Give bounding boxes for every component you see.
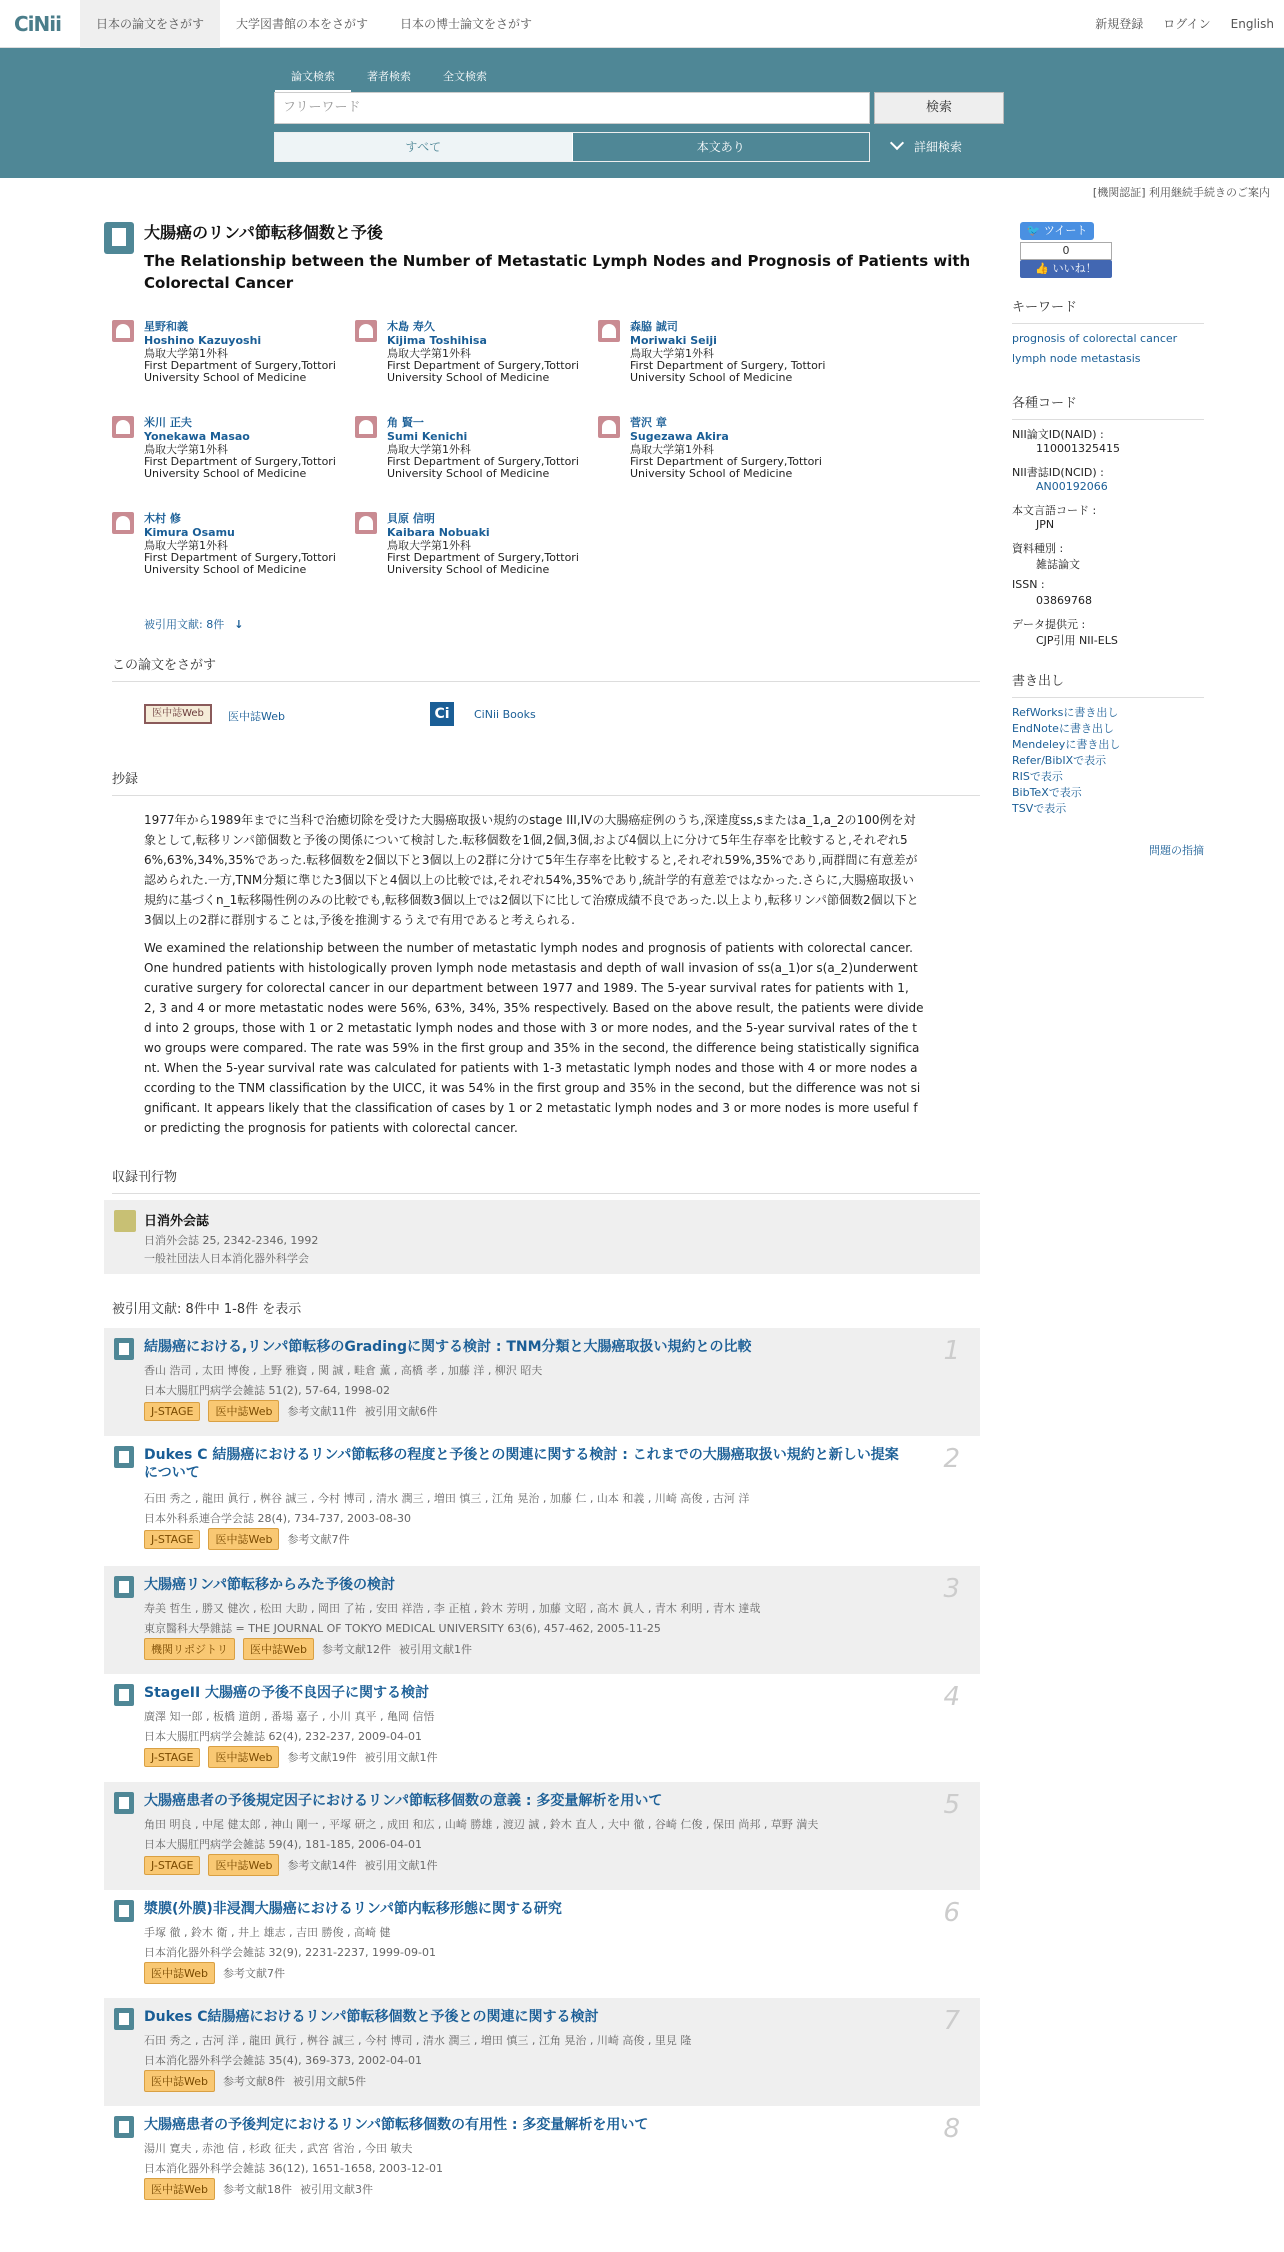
ichushi-tag[interactable]: 医中誌Web <box>208 1528 279 1550</box>
jstage-tag[interactable]: J-STAGE <box>144 1856 200 1875</box>
ichushi-tag[interactable]: 医中誌Web <box>208 1746 279 1768</box>
filter-all[interactable]: すべて <box>275 133 572 161</box>
ref-count: 参考文献18件 <box>222 2183 292 2196</box>
author-icon <box>598 416 620 438</box>
ref-tags <box>144 1400 445 1422</box>
institution-notice-link[interactable]: [機関認証] 利用継続手続きのご案内 <box>1092 186 1270 199</box>
ref-source: 日本消化器外科学会雑誌 36(12), 1651-1658, 2003-12-01 <box>144 2162 443 2175</box>
like-label: いいね！ <box>1052 262 1097 275</box>
thumbs-up-icon: 👍 <box>1035 262 1050 275</box>
author-name[interactable] <box>144 512 235 540</box>
affiliation-en-2: University School of Medicine <box>144 563 307 576</box>
list-item <box>104 1328 980 1436</box>
ref-number: 6 <box>943 1898 960 1928</box>
code-value: JPN <box>1036 518 1055 531</box>
ref-source: 日本大腸肛門病学会雑誌 62(4), 232-237, 2009-04-01 <box>144 1730 422 1743</box>
document-icon <box>104 222 134 254</box>
code-label: 本文言語コード : <box>1012 504 1097 517</box>
author-affiliation <box>144 348 354 384</box>
author-affiliation <box>630 444 840 480</box>
journal-icon <box>114 1210 136 1232</box>
author-name-ja[interactable]: 木島 寿久 <box>387 320 435 333</box>
ref-source: 東京醫科大學雜誌 = THE JOURNAL OF TOKYO MEDICAL UNIVERSITY 63(6), 457-462, 2005-11-25 <box>144 1622 661 1635</box>
ichushi-tag[interactable]: 医中誌Web <box>144 1962 215 1984</box>
author-affiliation <box>387 540 597 576</box>
affiliation-en: First Department of Surgery, Tottori <box>630 359 826 372</box>
journal-heading: 収録刊行物 <box>112 1166 980 1194</box>
code-label: NII論文ID(NAID) : <box>1012 428 1104 441</box>
login-link[interactable]: ログイン <box>1163 17 1211 31</box>
tab-books[interactable]: 大学図書館の本をさがす <box>236 16 369 31</box>
author-icon <box>598 320 620 342</box>
export-ris[interactable]: RISで表示 <box>1012 770 1063 783</box>
jstage-tag[interactable]: J-STAGE <box>144 1402 200 1421</box>
affiliation-en: First Department of Surgery,Tottori <box>144 455 336 468</box>
ref-title[interactable]: 大腸癌リンパ節転移からみた予後の検討 <box>144 1577 396 1593</box>
cinii-books-icon[interactable]: Ci <box>430 702 454 726</box>
author-name[interactable] <box>387 512 490 540</box>
tab-dissertations[interactable]: 日本の博士論文をさがす <box>400 16 533 31</box>
document-icon <box>114 2008 134 2030</box>
codes-heading: 各種コード <box>1012 392 1204 420</box>
ref-number: 3 <box>943 1574 960 1604</box>
author-name-en[interactable]: Kaibara Nobuaki <box>387 526 490 539</box>
export-endnote[interactable]: EndNoteに書き出し <box>1012 722 1114 735</box>
author-icon <box>355 416 377 438</box>
tweet-label: ツイート <box>1043 224 1088 237</box>
affiliation-ja: 鳥取大学第1外科 <box>144 347 228 360</box>
code-value: 03869768 <box>1036 594 1092 607</box>
title-japanese: 大腸癌のリンパ節転移個数と予後 <box>144 223 383 242</box>
affiliation-ja: 鳥取大学第1外科 <box>144 539 228 552</box>
journal-publisher: 一般社団法人日本消化器外科学会 <box>144 1252 309 1265</box>
author-name-ja[interactable]: 木村 修 <box>144 512 181 525</box>
ref-count: 参考文献8件 <box>222 2075 285 2088</box>
journal-title[interactable]: 日消外会誌 <box>144 1214 210 1229</box>
ref-count: 参考文献19件 <box>287 1751 357 1764</box>
author-name-ja[interactable]: 角 賢一 <box>387 416 424 429</box>
report-problem-link[interactable]: 問題の指摘 <box>1149 844 1204 857</box>
affiliation-en: First Department of Surgery,Tottori <box>387 455 579 468</box>
repository-tag[interactable]: 機関リポジトリ <box>144 1638 235 1660</box>
affiliation-en: First Department of Surgery,Tottori <box>387 359 579 372</box>
ref-authors: 廣澤 知一郎 , 板橋 道朗 , 番場 嘉子 , 小川 真平 , 亀岡 信悟 <box>144 1710 435 1723</box>
search-tab-author[interactable]: 著者検索 <box>367 70 411 83</box>
ref-title[interactable]: 大腸癌患者の予後判定におけるリンパ節転移個数の有用性 : 多変量解析を用いて <box>144 2117 649 2133</box>
ref-count: 参考文献12件 <box>321 1643 391 1656</box>
author-affiliation <box>144 444 354 480</box>
filter-fulltext[interactable]: 本文あり <box>572 133 870 161</box>
ichushi-tag[interactable]: 医中誌Web <box>243 1638 314 1660</box>
ichushi-tag[interactable]: 医中誌Web <box>208 1400 279 1422</box>
ref-tags <box>144 1854 445 1876</box>
document-icon <box>114 2116 134 2138</box>
author-name-en[interactable]: Sumi Kenichi <box>387 430 468 443</box>
refs-heading: 被引用文献: 8件中 1-8件 を表示 <box>112 1302 302 1317</box>
ref-number: 7 <box>943 2006 960 2036</box>
author-icon <box>112 320 134 342</box>
like-count: 0 <box>1020 242 1112 260</box>
search-button[interactable]: 検索 <box>874 92 1004 124</box>
list-item <box>104 1782 980 1890</box>
ref-number: 2 <box>943 1444 960 1474</box>
like-button[interactable] <box>1020 260 1112 278</box>
ref-count: 参考文献7件 <box>222 1967 285 1980</box>
author-name[interactable] <box>387 416 467 444</box>
search-panel <box>0 48 1284 178</box>
author-name-en[interactable]: Sugezawa Akira <box>630 430 729 443</box>
fulltext-filter <box>274 132 870 162</box>
affiliation-ja: 鳥取大学第1外科 <box>630 443 714 456</box>
ref-title[interactable]: 漿膜(外膜)非浸潤大腸癌におけるリンパ節内転移形態に関する研究 <box>144 1901 562 1917</box>
ref-count: 参考文献11件 <box>287 1405 357 1418</box>
author-name[interactable] <box>144 416 250 444</box>
ref-number: 1 <box>943 1336 960 1366</box>
tweet-button[interactable] <box>1020 222 1094 240</box>
ref-source: 日本大腸肛門病学会雑誌 59(4), 181-185, 2006-04-01 <box>144 1838 422 1851</box>
author-icon <box>355 512 377 534</box>
ref-tags <box>144 2070 374 2092</box>
ref-title[interactable]: StageII 大腸癌の予後不良因子に関する検討 <box>144 1685 430 1701</box>
advanced-search-toggle[interactable] <box>892 138 962 155</box>
affiliation-en-2: University School of Medicine <box>387 371 550 384</box>
ref-authors: 湯川 寛夫 , 赤池 信 , 杉政 征夫 , 武宮 省治 , 今田 敏夫 <box>144 2142 413 2155</box>
ref-count: 参考文献14件 <box>287 1859 357 1872</box>
ref-authors: 石田 秀之 , 古河 洋 , 龍田 眞行 , 桝谷 誠三 , 今村 博司 , 清水 潤三 , 増田 慎三 , 江角 晃治 , 川崎 高俊 , 里見 隆 <box>144 2034 692 2047</box>
document-icon <box>114 1792 134 1814</box>
author-name[interactable] <box>630 416 729 444</box>
ref-tags <box>144 1962 293 1984</box>
ref-source: 日本消化器外科学会雑誌 32(9), 2231-2237, 1999-09-01 <box>144 1946 436 1959</box>
affiliation-en: First Department of Surgery,Tottori <box>630 455 822 468</box>
author-name-en[interactable]: Moriwaki Seiji <box>630 334 717 347</box>
journal-info: 日消外会誌 25, 2342-2346, 1992 <box>144 1234 319 1247</box>
affiliation-en-2: University School of Medicine <box>387 563 550 576</box>
ref-tags <box>144 1528 357 1550</box>
ref-authors: 手塚 徹 , 鈴木 衛 , 井上 雄志 , 吉田 勝俊 , 高崎 健 <box>144 1926 391 1939</box>
abstract-heading: 抄録 <box>112 768 980 796</box>
export-mendeley[interactable]: Mendeleyに書き出し <box>1012 738 1121 751</box>
nav-tabs <box>80 0 548 48</box>
ichushi-tag[interactable]: 医中誌Web <box>208 1854 279 1876</box>
ref-number: 4 <box>943 1682 960 1712</box>
ref-title[interactable]: Dukes C 結腸癌におけるリンパ節転移の程度と予後との関連に関する検討 : これまでの大腸癌取扱い規約と新しい提案について <box>144 1447 899 1481</box>
document-icon <box>114 1684 134 1706</box>
ref-authors: 寿美 哲生 , 勝又 健次 , 松田 大助 , 岡田 了祐 , 安田 祥浩 , 李 正植 , 鈴木 芳明 , 加藤 文昭 , 高木 眞人 , 青木 利明 , 青木 達哉 <box>144 1602 761 1615</box>
author-affiliation <box>630 348 840 384</box>
code-label: ISSN : <box>1012 578 1045 591</box>
author-name[interactable] <box>387 320 487 348</box>
list-item <box>104 2106 980 2214</box>
author-affiliation <box>387 444 597 480</box>
list-item <box>104 1998 980 2106</box>
affiliation-en: First Department of Surgery,Tottori <box>144 359 336 372</box>
jstage-tag[interactable]: J-STAGE <box>144 1748 200 1767</box>
export-refworks[interactable]: RefWorksに書き出し <box>1012 706 1119 719</box>
affiliation-en: First Department of Surgery,Tottori <box>387 551 579 564</box>
document-icon <box>114 1338 134 1360</box>
author-icon <box>355 320 377 342</box>
document-icon <box>114 1576 134 1598</box>
keyword-link[interactable]: lymph node metastasis <box>1012 352 1141 365</box>
code-label: NII書誌ID(NCID) : <box>1012 466 1104 479</box>
jstage-tag[interactable]: J-STAGE <box>144 1530 200 1549</box>
code-value-link[interactable] <box>1036 480 1108 493</box>
tab-papers[interactable]: 日本の論文をさがす <box>80 0 220 48</box>
affiliation-en-2: University School of Medicine <box>144 467 307 480</box>
document-icon <box>114 1900 134 1922</box>
list-item <box>104 1566 980 1674</box>
list-item <box>104 1436 980 1566</box>
top-nav <box>0 0 1284 48</box>
affiliation-en: First Department of Surgery,Tottori <box>144 551 336 564</box>
twitter-icon: 🐦 <box>1026 224 1041 237</box>
export-refer[interactable]: Refer/BibIXで表示 <box>1012 754 1107 767</box>
code-value: 110001325415 <box>1036 442 1120 455</box>
search-input[interactable]: フリーワード <box>274 92 870 124</box>
affiliation-en-2: University School of Medicine <box>144 371 307 384</box>
ref-authors: 石田 秀之 , 龍田 眞行 , 桝谷 誠三 , 今村 博司 , 清水 潤三 , 増田 慎三 , 江角 晃治 , 加藤 仁 , 山本 和義 , 川崎 高俊 , 古河 洋 <box>144 1492 750 1505</box>
ichushi-logo-icon[interactable]: 医中誌Web <box>144 704 212 724</box>
export-heading: 書き出し <box>1012 670 1204 698</box>
keyword-link[interactable]: prognosis of colorectal cancer <box>1012 332 1178 345</box>
author-name-en[interactable]: Yonekawa Masao <box>144 430 250 443</box>
abstract-english: We examined the relationship between the number of metastatic lymph nodes and prognosis of patients with colorectal cancer. One hundred patients with histologically proven lymph node metastasis and depth of wall invasion of ss(a_1)or s(a_2)underwent curative surgery for colorectal cancer in our department between 1977 and 1989. The 5-year survival rates for patients with 1, 2, 3 and 4 or more metastatic nodes were 56%, 63%, 34%, 35% respectively. Based on the above result, the patients were divided into 2 groups, those with 1 or 2 metastatic lymph nodes and those with 3 or more nodes, and the 5-year survival rates of the two groups were compared. The rate was 59% in the first group and 35% in the second, the difference being statistically significant. When the 5-year survival rate was calculated for patients with 1-3 metastatic lymph nodes and those with 4 or more nodes according to the TNM classification by the UICC, it was 54% in the first group and 35% in the second, but the difference was not significant. It appears likely that the classification of cases by 1 or 2 metastatic lymph nodes and 3 or more nodes is more useful for predicting the prognosis for patients with colorectal cancer. <box>144 941 924 1135</box>
affiliation-ja: 鳥取大学第1外科 <box>387 443 471 456</box>
cited-count: 被引用文献3件 <box>299 2183 373 2196</box>
ref-tags <box>144 1638 480 1660</box>
ref-tags <box>144 2178 381 2200</box>
cited-by-label: 被引用文献: 8件 <box>144 618 225 631</box>
ref-source: 日本大腸肛門病学会雑誌 51(2), 57-64, 1998-02 <box>144 1384 390 1397</box>
cited-by-link[interactable] <box>144 616 243 632</box>
search-tab-article[interactable]: 論文検索 <box>275 62 351 92</box>
cinii-books-link[interactable]: CiNii Books <box>474 708 536 721</box>
account-nav <box>1075 0 1274 48</box>
export-tsv[interactable]: TSVで表示 <box>1012 802 1067 815</box>
code-value: CJP引用 NII-ELS <box>1036 634 1118 647</box>
ref-number: 5 <box>943 1790 960 1820</box>
author-name-en[interactable]: Kijima Toshihisa <box>387 334 487 347</box>
search-tab-fulltext[interactable]: 全文検索 <box>443 70 487 83</box>
keywords-heading: キーワード <box>1012 296 1204 324</box>
author-name-ja[interactable]: 菅沢 章 <box>630 416 667 429</box>
journal-box <box>104 1200 980 1274</box>
find-section-heading: この論文をさがす <box>112 654 980 682</box>
author-name-en[interactable]: Kimura Osamu <box>144 526 235 539</box>
author-name-en[interactable]: Hoshino Kazuyoshi <box>144 334 262 347</box>
author-name[interactable] <box>144 320 261 348</box>
register-link[interactable]: 新規登録 <box>1095 17 1144 31</box>
abstract-japanese: 1977年から1989年までに当科で治癒切除を受けた大腸癌取扱い規約のstage III,IVの大腸癌症例のうち,深達度ss,sまたはa_1,a_2の100例を対象として,転移リンパ節個数と予後の関係について検討した.転移個数を1個,2個,3個,および4個以上に分けて5年生存率を比較すると,それぞれ56%,63%,34%,35%であった.転移個数を2個以下と3個以上の2群に分けて5年生存率を比較すると,それぞれ59%,35%であり,両群間に有意差が認められた.一方,TNM分類に準じた3個以下と4個以上の比較では,それぞれ54%,35%であり,統計学的有意差ではなかった.さらに,大腸癌取扱い規約に基づくn_1転移陽性例のみの比較でも,転移個数3個以上では2個以下に比して治療成績不良であった.以上より,転移リンパ節個数2個以下と3個以上の2群に群別することは,予後を推測するうえで有用であると考えられる. <box>144 813 919 927</box>
cited-count: 被引用文献1件 <box>364 1859 438 1872</box>
author-icon <box>112 416 134 438</box>
affiliation-ja: 鳥取大学第1外科 <box>387 347 471 360</box>
affiliation-ja: 鳥取大学第1外科 <box>387 539 471 552</box>
ref-title[interactable]: 大腸癌患者の予後規定因子におけるリンパ節転移個数の意義 : 多変量解析を用いて <box>144 1793 663 1809</box>
title-english: The Relationship between the Number of Metastatic Lymph Nodes and Prognosis of Patients with Colorectal Cancer <box>144 252 971 292</box>
author-name-ja[interactable]: 森脇 誠司 <box>630 320 678 333</box>
cited-count: 被引用文献1件 <box>364 1751 438 1764</box>
ichushi-tag[interactable]: 医中誌Web <box>144 2178 215 2200</box>
author-name[interactable] <box>630 320 717 348</box>
cinii-logo[interactable]: CiNii <box>14 11 61 36</box>
ref-tags <box>144 1746 445 1768</box>
arrow-down-icon: ↓ <box>234 618 244 631</box>
author-icon <box>112 512 134 534</box>
ref-title[interactable]: Dukes C結腸癌におけるリンパ節転移個数と予後との関連に関する検討 <box>144 2009 599 2025</box>
cited-count: 被引用文献6件 <box>364 1405 438 1418</box>
author-name-ja[interactable]: 米川 正夫 <box>144 416 192 429</box>
ref-source: 日本外科系連合学会誌 28(4), 734-737, 2003-08-30 <box>144 1512 411 1525</box>
cited-count: 被引用文献1件 <box>398 1643 472 1656</box>
ref-count: 参考文献7件 <box>287 1533 350 1546</box>
author-affiliation <box>144 540 354 576</box>
author-affiliation <box>387 348 597 384</box>
export-bibtex[interactable]: BibTeXで表示 <box>1012 786 1082 799</box>
ichushi-link[interactable]: 医中誌Web <box>228 710 285 723</box>
ref-title[interactable]: 結腸癌における,リンパ節転移のGradingに関する検討 : TNM分類と大腸癌取扱い規約との比較 <box>144 1339 752 1355</box>
ref-authors: 香山 浩司 , 太田 博俊 , 上野 雅資 , 関 誠 , 畦倉 薫 , 高橋 孝 , 加藤 洋 , 柳沢 昭夫 <box>144 1364 543 1377</box>
affiliation-en-2: University School of Medicine <box>630 467 793 480</box>
author-name-ja[interactable]: 貝原 信明 <box>387 512 435 525</box>
ref-authors: 角田 明良 , 中尾 健太郎 , 神山 剛一 , 平塚 研之 , 成田 和広 , 山崎 勝雄 , 渡辺 誠 , 鈴木 直人 , 大中 徹 , 谷崎 仁俊 , 保田 尚邦 , 草野 満夫 <box>144 1818 819 1831</box>
affiliation-en-2: University School of Medicine <box>630 371 793 384</box>
code-value: 雑誌論文 <box>1036 558 1080 571</box>
list-item <box>104 1674 980 1782</box>
ichushi-tag[interactable]: 医中誌Web <box>144 2070 215 2092</box>
chevron-down-icon <box>890 136 904 150</box>
code-label: データ提供元 : <box>1012 618 1086 631</box>
affiliation-en-2: University School of Medicine <box>387 467 550 480</box>
cited-count: 被引用文献5件 <box>292 2075 366 2088</box>
code-label: 資料種別 : <box>1012 542 1064 555</box>
list-item <box>104 1890 980 1998</box>
english-link[interactable]: English <box>1230 17 1274 31</box>
document-icon <box>114 1446 134 1468</box>
author-name-ja[interactable]: 星野和義 <box>144 320 188 333</box>
ncid-link[interactable]: AN00192066 <box>1036 480 1108 493</box>
advanced-search-label: 詳細検索 <box>914 140 963 154</box>
affiliation-ja: 鳥取大学第1外科 <box>144 443 228 456</box>
ref-source: 日本消化器外科学会雑誌 35(4), 369-373, 2002-04-01 <box>144 2054 422 2067</box>
ref-number: 8 <box>943 2114 960 2144</box>
affiliation-ja: 鳥取大学第1外科 <box>630 347 714 360</box>
